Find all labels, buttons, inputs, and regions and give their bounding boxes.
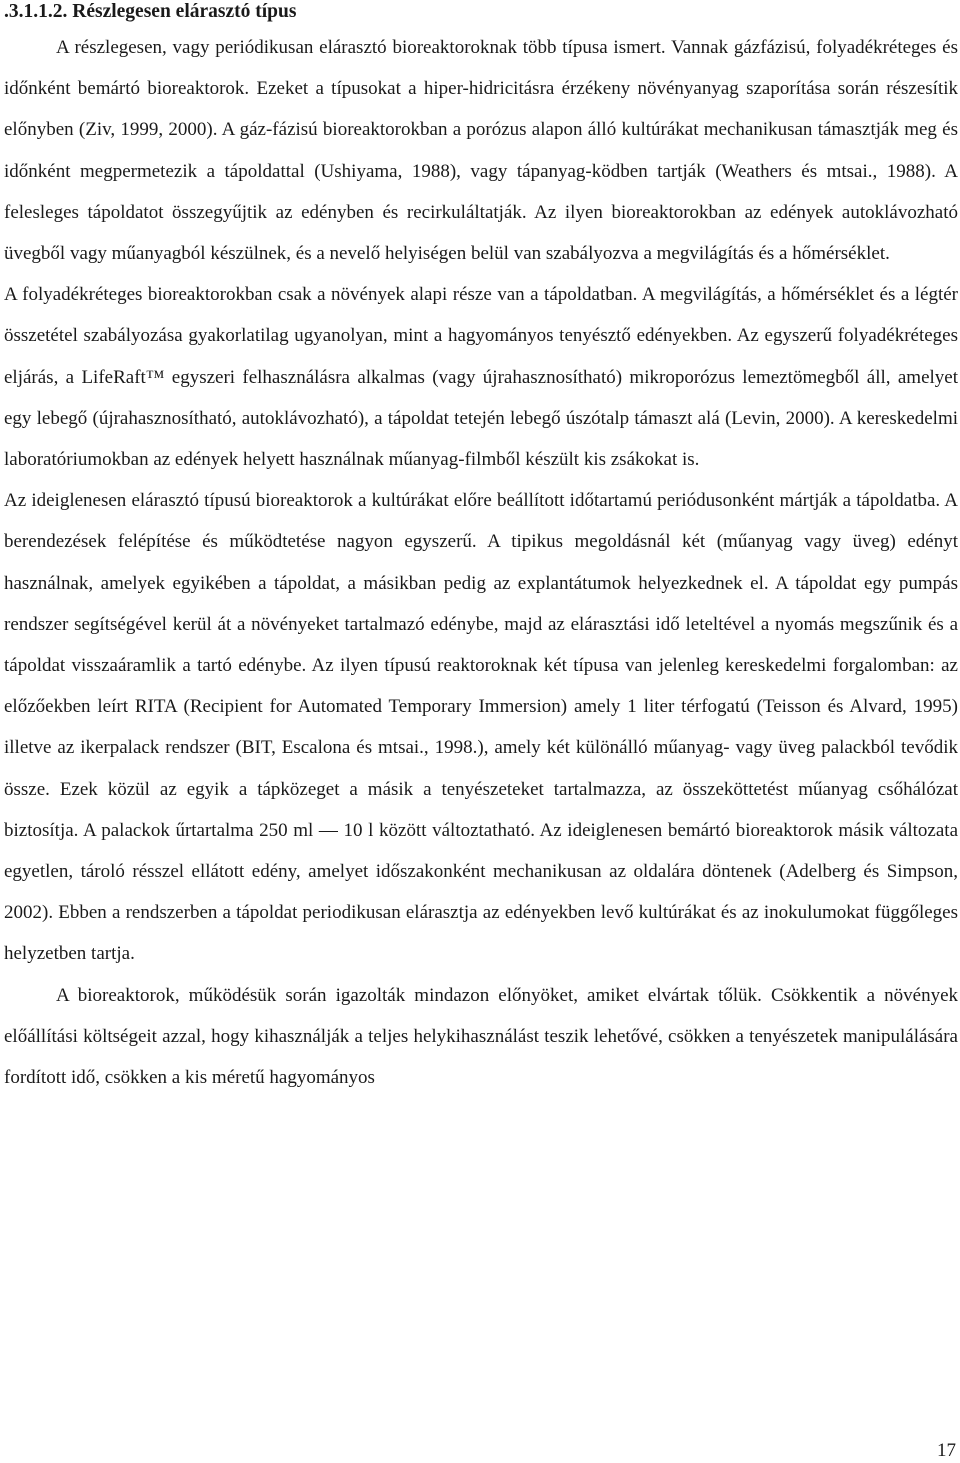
page-number: 17 (937, 1440, 956, 1461)
paragraph-liquid-layer: A folyadékréteges bioreaktorokban csak a növények alapi része van a tápoldatban. A megvilágítás, a hőmérséklet és a légtér összetétel szabályozása gyakorlatilag ugyanolyan, mint a hagyományos tenyésztő edényekben. Az egyszerű folyadékréteges eljárás, a LifeRaft™ egyszeri felhasználásra alkalmas (vagy újrahasznosítható) mikroporózus lemeztömegből áll, amelyet egy lebegő (újrahasznosítható, autoklávozható), a tápoldat tetején lebegő úszótalp támaszt alá (Levin, 2000). A kereskedelmi laboratóriumokban az edények helyett használnak műanyag-filmből készült kis zsákokat is. (4, 284, 958, 471)
paragraph-partial-flooding-intro: A részlegesen, vagy periódikusan elárasztó bioreaktoroknak több típusa ismert. Vannak gázfázisú, folyadékréteges és időnként bemártó bioreaktorok. Ezeket a típusokat a hiper-hidricitásra érzékeny növényanyag szaporítása során részesítik előnyben (Ziv, 1999, 2000). A gáz-fázisú bioreaktorokban a porózus alapon álló kultúrákat mechanikusan támasztják meg és időnként megpermetezik a tápoldattal (Ushiyama, 1988), vagy tápanyag-ködben tartják (Weathers és mtsai., 1988). A felesleges tápoldatot összegyűjtik az edényben és recirkuláltatják. Az ilyen bioreaktorokban az edények autoklávozható üvegből vagy műanyagból készülnek, és a nevelő helyiségen belül van szabályozva a megvilágítás és a hőmérséklet. (4, 37, 958, 265)
paragraph-advantages: A bioreaktorok, működésük során igazolták mindazon előnyöket, amiket elvártak tőlük. Csökkentik a növények előállítási költségeit azzal, hogy kihasználják a teljes helykihasználást teszik lehetővé, csökken a tenyészetek manipulálására fordított idő, csökken a kis méretű hagyományos (4, 984, 958, 1089)
section-heading: .3.1.1.2. Részlegesen elárasztó típus (4, 1, 297, 22)
body-text (4, 27, 958, 1098)
paragraph-temporary-immersion: Az ideiglenesen elárasztó típusú bioreaktorok a kultúrákat előre beállított időtartamú periódusonként mártják a tápoldatba. A berendezések felépítése és működtetése nagyon egyszerű. A tipikus megoldásnál két (műanyag vagy üveg) edényt használnak, amelyek egyikében a tápoldat, a másikban pedig az explantátumok helyezkednek el. A tápoldat egy pumpás rendszer segítségével kerül át a növényeket tartalmazó edénybe, majd az elárasztási idő leteltével a nyomás megszűnik és a tápoldat visszaáramlik a tartó edénybe. Az ilyen típusú reaktoroknak két típusa van jelenleg kereskedelmi forgalomban: az előzőekben leírt RITA (Recipient for Automated Temporary Immersion) amely 1 liter térfogatú (Teisson és Alvard, 1995) illetve az ikerpalack rendszer (BIT, Escalona és mtsai., 1998.), amely két különálló műanyag- vagy üveg palackból tevődik össze. Ezek közül az egyik a tápközeget a másik a tenyészeteket tartalmazza, az összeköttetést műanyag csőhálózat biztosítja. A palackok űrtartalma 250 ml — 10 l között változtatható. Az ideiglenesen bemártó bioreaktorok másik változata egyetlen, tároló résszel ellátott edény, amelyet időszakonként mechanikusan az oldalára döntenek (Adelberg és Simpson, 2002). Ebben a rendszerben a tápoldat periodikusan elárasztja az edényekben levő kultúrákat és az inokulumokat függőleges helyzetben tartja. (4, 490, 958, 965)
